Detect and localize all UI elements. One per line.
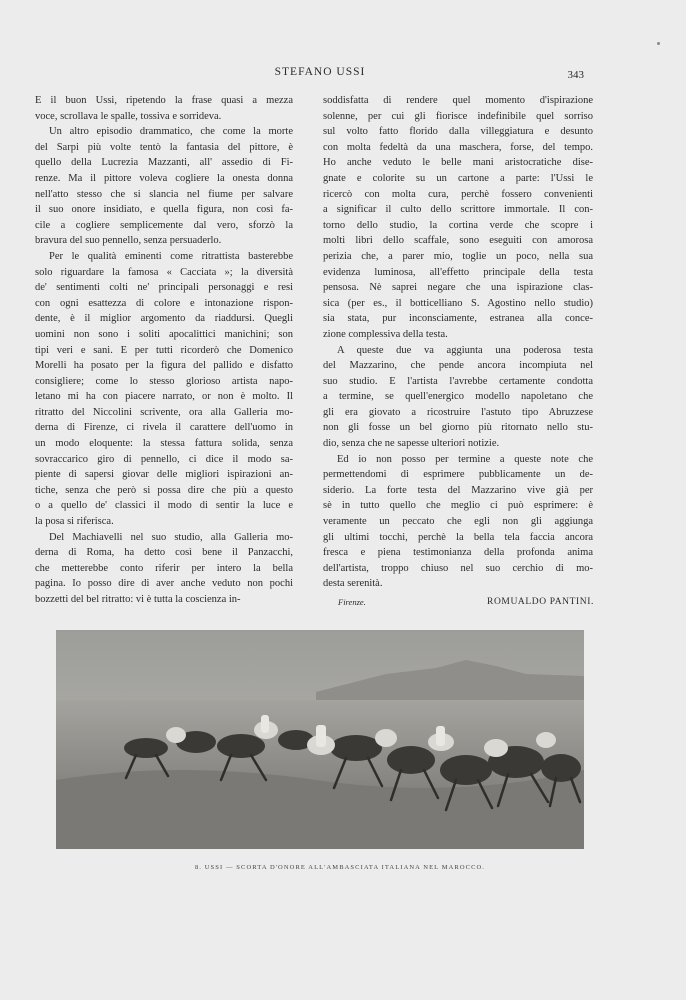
- text-line: Del Machiavelli nel suo studio, alla Galleria mo-: [49, 531, 293, 543]
- text-line: derna di Roma, ha detto così bene il Panzacchi,: [35, 547, 293, 559]
- text-line: sovraccarico giro di pennello, ci dice il modo sa-: [35, 453, 293, 465]
- text-line: quello della Lucrezia Mazzanti, all' assedio di Fi-: [35, 157, 293, 169]
- page-number: 343: [567, 69, 584, 81]
- text-line: de' sentimenti colti ne' principali personaggi e resi: [35, 282, 293, 294]
- plate-caption: 8. USSI — SCORTA D'ONORE ALL'AMBASCIATA ITALIANA NEL MAROCCO.: [194, 864, 486, 871]
- paper-speck: [657, 42, 660, 45]
- text-line: uomini non sono i soliti apocalittici manichini; son: [35, 328, 293, 340]
- text-line: permettendomi di esprimere pubblicamente un de-: [323, 469, 593, 481]
- text-line: gnate e colorite su un cartone a parte: l'Ussi le: [323, 172, 593, 184]
- signature-author: ROMUALDO PANTINI.: [487, 597, 594, 607]
- text-line: dio, senza che ne sapesse ulteriori notizie.: [323, 438, 500, 450]
- text-line: Ed io non posso per termine a queste note che: [337, 453, 593, 465]
- text-line: fresca e piena testimonianza della profonda anima: [323, 547, 593, 559]
- text-line: solo riguardare la famosa « Cacciata »; la diversità: [35, 266, 293, 278]
- signature-place: Firenze.: [338, 597, 366, 607]
- text-line: Ho anche veduto le belle mani aristocratiche dise-: [323, 157, 593, 169]
- text-line: tipi veri e sani. E per tutti ricorderò che Domenico: [35, 344, 293, 356]
- text-line: del Sarpi più volte tentò la fantasia del pittore, è: [35, 141, 293, 153]
- right-column: [323, 93, 593, 592]
- signature: [338, 597, 594, 607]
- text-line: nell'atto stesso che si slancia nel fiume per salvare: [35, 188, 293, 200]
- text-line: torno dello studio, la cortina verde che scopre i: [323, 219, 593, 231]
- text-line: desta serenità.: [323, 578, 383, 590]
- text-line: sè in tutto quello che meglio ci può esprimere: è: [323, 500, 593, 512]
- text-line: A queste due va aggiunta una poderosa testa: [337, 344, 593, 356]
- text-line: bozzetti del bel ritratto: vi è tutta la coscienza in-: [35, 594, 241, 605]
- text-line: voce, scrollava le spalle, tossiva e sorrideva.: [35, 110, 222, 122]
- text-line: tiche, senza che però si possa dire che più a questo: [35, 484, 293, 496]
- text-line: o a quello de' classici il modo di sentir la luce e: [35, 500, 293, 512]
- text-line: sul volto fatto florido dalla villeggiatura e desunto: [323, 126, 593, 138]
- text-line: pagina. Io posso dire di aver anche veduto non pochi: [35, 578, 293, 590]
- text-line: consigliere; come lo stesso glorioso artista napo-: [35, 375, 293, 387]
- text-line: E il buon Ussi, ripetendo la frase quasi a mezza: [35, 95, 293, 106]
- text-line: letano mi ha con piacere narrato, or non è molto. Il: [35, 391, 293, 403]
- text-line: piente di sapersi giovar delle migliori ispirazioni an-: [35, 469, 293, 481]
- text-line: zione complessiva della testa.: [323, 328, 448, 340]
- text-line: dell'artista, troppo chiuso nel suo cerchio di mo-: [323, 562, 593, 574]
- text-line: solenne, per cui gli fiorisce indefinibile quel sorriso: [323, 110, 593, 122]
- text-line: sia stata, pur inconsciamente, estranea alla conce-: [323, 313, 593, 325]
- text-line: perizia che, a parer mio, toglie un poco, nella sua: [323, 250, 593, 262]
- painting-plate: [56, 630, 584, 849]
- text-line: soddisfatta di rendere quel momento d'ispirazione: [323, 95, 593, 106]
- text-line: ricercò con molta cura, perchè fossero convenienti: [323, 188, 593, 200]
- text-line: siderio. La forte testa del Mazzarino vive già per: [323, 484, 593, 496]
- left-column: [35, 93, 293, 608]
- text-line: suo studio. E l'artista l'avrebbe certamente condotta: [323, 375, 593, 387]
- running-title: STEFANO USSI: [274, 66, 366, 78]
- text-line: a termine, se quell'energico modello napoletano che: [323, 391, 593, 403]
- text-line: derna di Firenze, ci rivela il carattere dell'uomo in: [35, 422, 293, 434]
- text-line: a significar il culto dello scrittore immortale. Il con-: [323, 204, 593, 216]
- text-line: non gli fosse un bel giorno più ritornato nello stu-: [323, 422, 593, 434]
- text-line: dente, è il miglior argomento da riaddursi. Quegli: [35, 313, 293, 325]
- text-line: Un altro episodio drammatico, che come la morte: [49, 126, 293, 138]
- text-line: renze. Ma il pittore voleva cogliere la onesta donna: [35, 172, 293, 184]
- text-line: con ogni esattezza di colore e intonazione rispon-: [35, 297, 293, 309]
- text-line: la posa si riferisca.: [35, 516, 114, 528]
- painting-illustration-icon: [56, 630, 584, 849]
- text-line: del Mazzarino, che pende ancora incompiuta nel: [323, 360, 593, 372]
- text-line: che metterebbe conto riferir per intero la bella: [35, 562, 293, 574]
- text-line: con molta fedeltà da una maschera, forse, del tempo.: [323, 141, 593, 153]
- text-line: evidenza luminosa, all'effetto principale della testa: [323, 266, 593, 278]
- text-line: molti libri dello scaffale, sono eseguiti con amorosa: [323, 235, 593, 247]
- text-line: un modo eloquente: la stessa fattura solida, senza: [35, 438, 293, 450]
- text-line: Morelli ha posato per la figura del pallido e disfatto: [35, 360, 293, 372]
- text-line: sica (per es., il botticelliano S. Agostino nello studio): [323, 297, 593, 309]
- text-line: pensosa. Nè saprei negare che una ispirazione clas-: [323, 282, 593, 294]
- text-line: gli ultimi tocchi, perchè la bella tela faccia ancora: [323, 531, 593, 543]
- text-line: Per le qualità eminenti come ritrattista basterebbe: [49, 250, 293, 262]
- text-line: cile a cogliere semplicemente dal vero, sforzò la: [35, 219, 293, 231]
- text-line: gli era giovato a ricostruire l'astuto tipo Abruzzese: [323, 406, 593, 418]
- text-line: il suo onore insidiato, e quella figura, non così fa-: [35, 204, 293, 216]
- text-line: ritratto del Niccolini scrivente, ora alla Galleria mo-: [35, 406, 293, 418]
- text-line: bravura del suo pennello, senza persuaderlo.: [35, 235, 222, 247]
- text-line: veramente un peccato che egli non gli aggiunga: [323, 516, 593, 528]
